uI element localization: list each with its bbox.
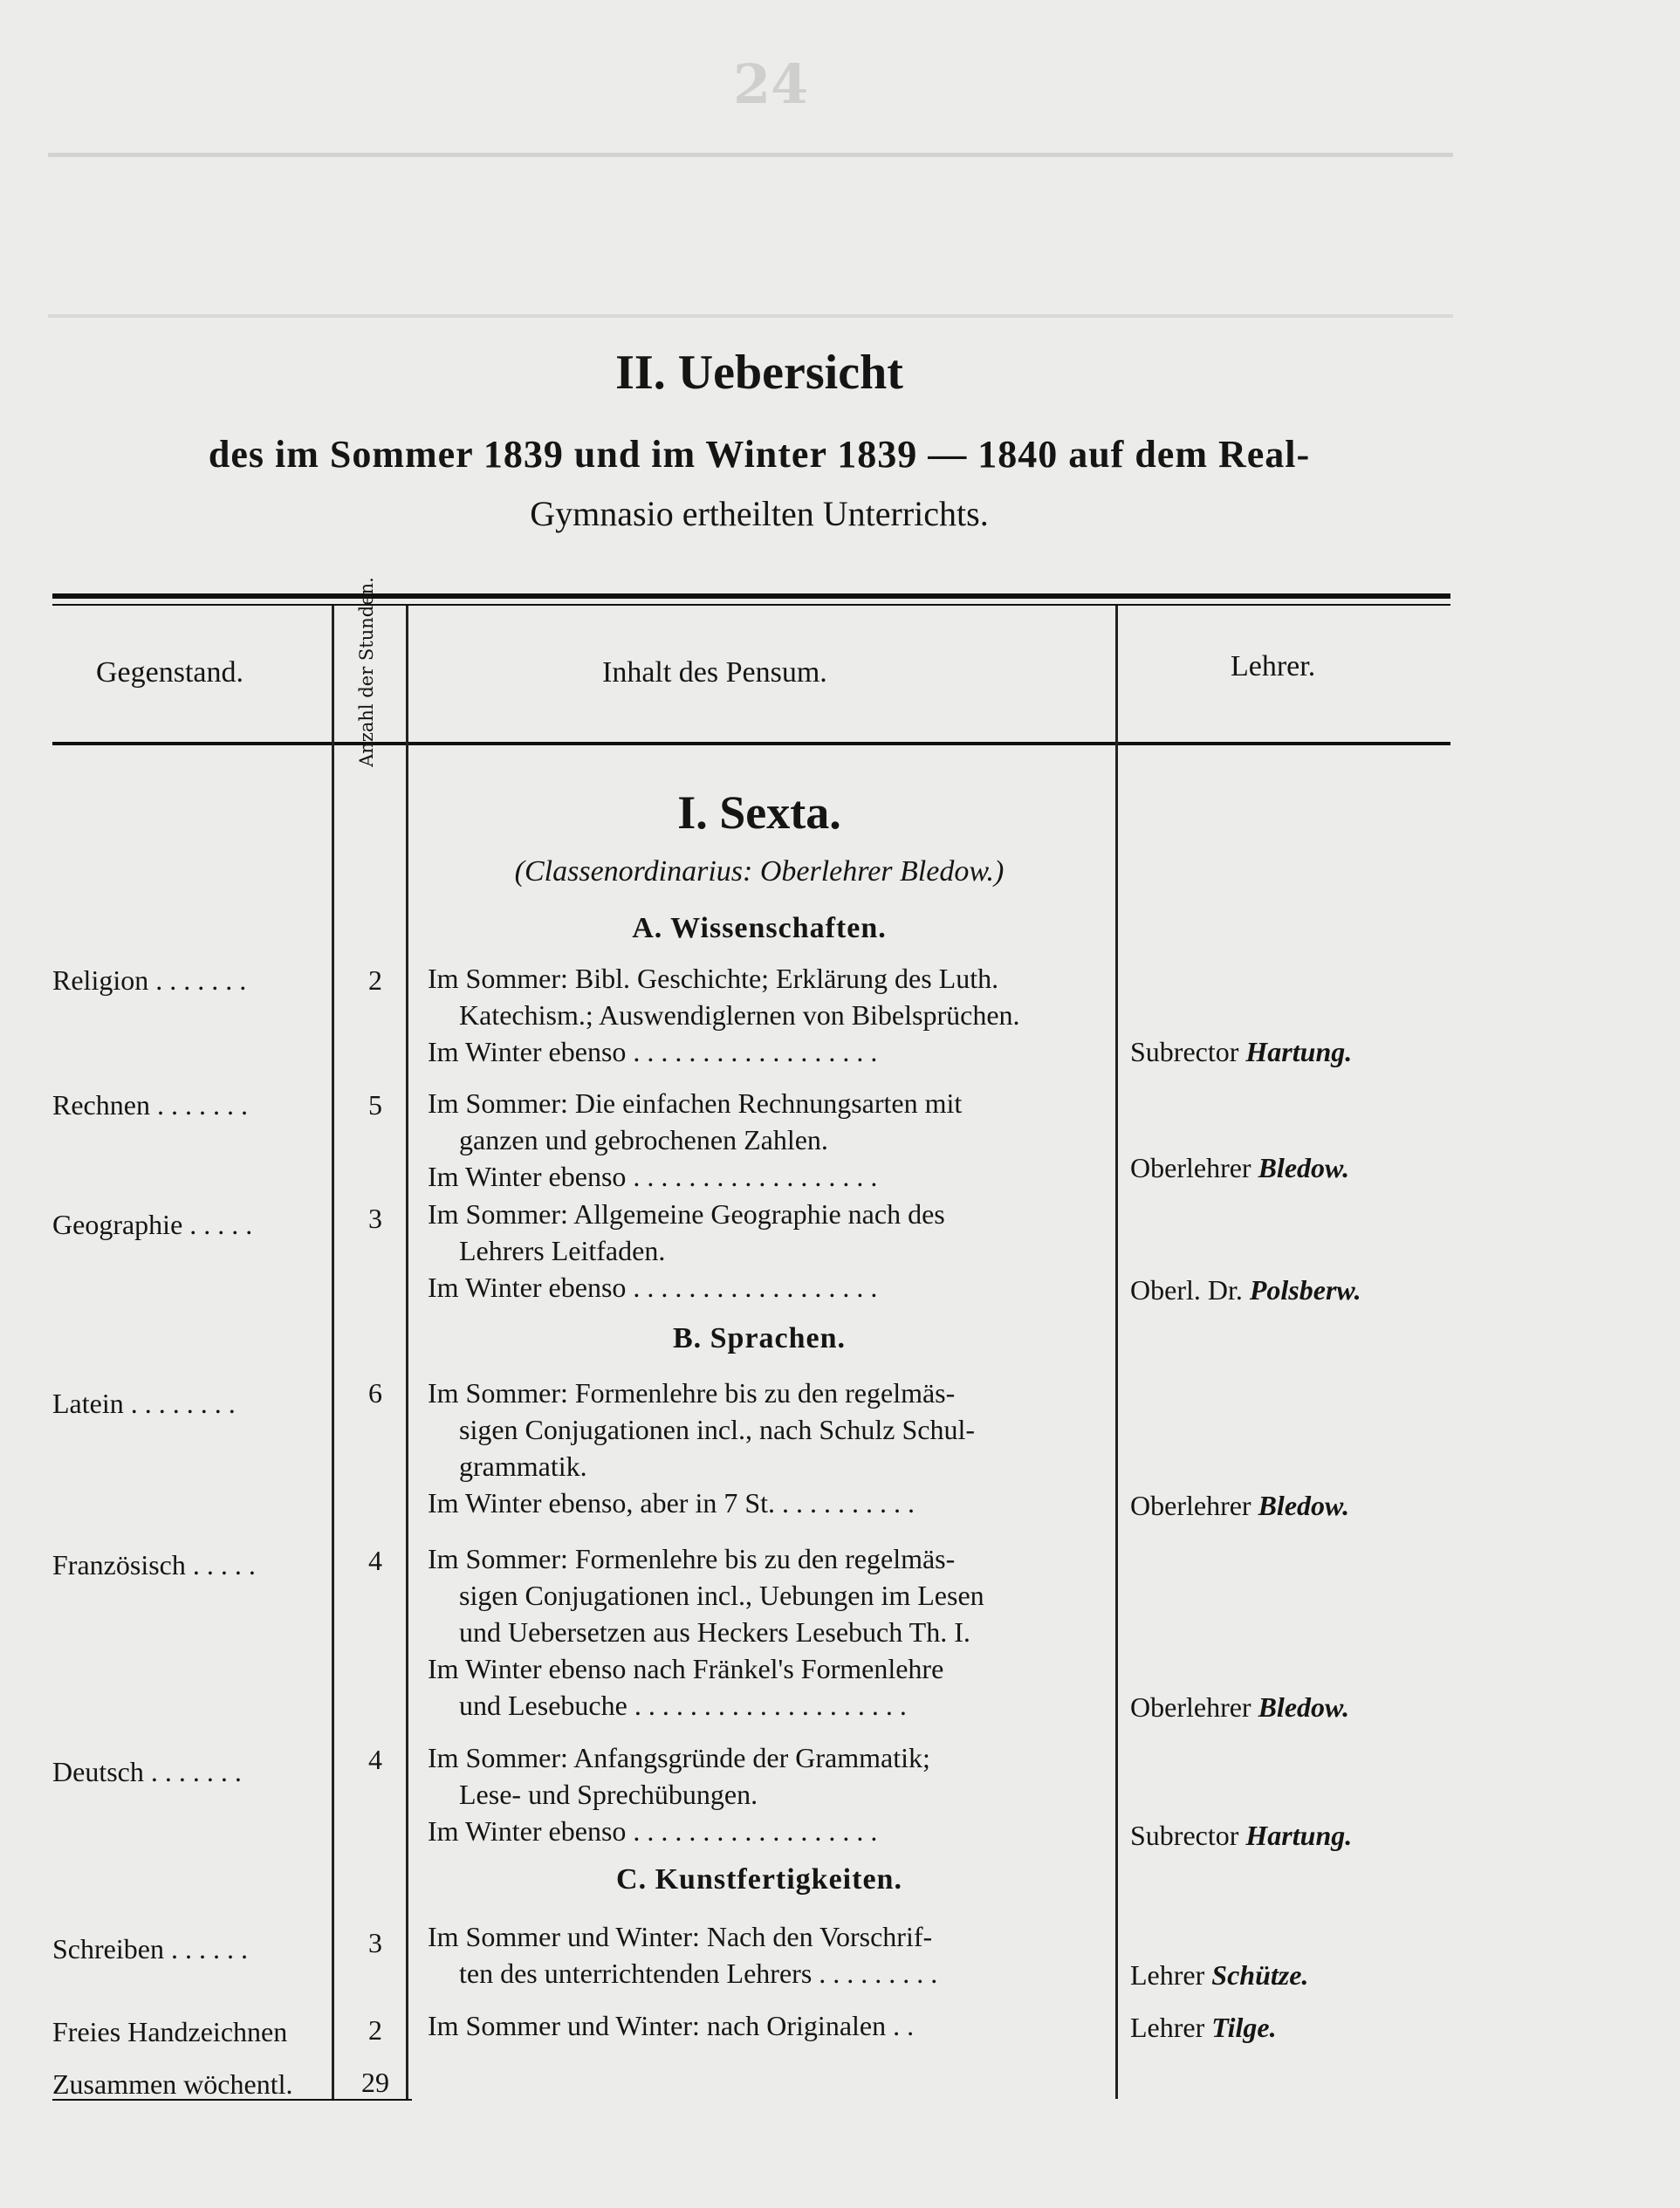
row-teacher [1130,1036,1462,1068]
title-line-3: Gymnasio ertheilten Unterrichts. [530,494,989,533]
teacher-title: Oberlehrer [1130,1490,1251,1521]
row-content [428,1739,1100,1849]
teacher-name: Hartung. [1245,1820,1353,1851]
row-subject: Rechnen . . . . . . . [52,1089,248,1121]
content-line: Im Sommer: Formenlehre bis zu den regelmäs- [428,1377,956,1409]
content-line: Im Sommer und Winter: Nach den Vorschrif- [428,1921,933,1952]
header-subject: Gegenstand. [96,656,244,689]
teacher-title: Lehrer [1130,2012,1205,2043]
row-content [428,1918,1100,1992]
content-line: Im Winter ebenso nach Fränkel's Formenlehre [428,1653,944,1684]
teacher-name: Schütze. [1211,1959,1309,1991]
teacher-name: Tilge. [1211,2012,1277,2043]
row-teacher [1130,1152,1462,1184]
row-hours: 3 [368,1203,382,1234]
content-line: und Uebersetzen aus Heckers Lesebuch Th. I. [459,1616,970,1648]
content-line: grammatik. [459,1450,587,1482]
content-line: Im Sommer: Anfangsgründe der Grammatik; [428,1742,930,1773]
teacher-name: Hartung. [1245,1036,1353,1067]
row-hours: 3 [368,1927,382,1958]
content-line: Im Winter ebenso . . . . . . . . . . . . . . . . . . [428,1815,878,1847]
teacher-title: Oberlehrer [1130,1691,1251,1723]
content-line: Im Sommer: Bibl. Geschichte; Erklärung des Luth. [428,963,999,994]
header-hours-text: Anzahl der Stunden. [356,577,378,767]
content-line: Im Sommer: Die einfachen Rechnungsarten mit [428,1087,963,1119]
content-line: Im Sommer: Allgemeine Geographie nach des [428,1198,945,1230]
row-subject: Französisch . . . . . [52,1549,256,1581]
bleed-through [48,153,1453,318]
row-hours: 5 [368,1089,382,1121]
total-label: Zusammen wöchentl. [52,2068,293,2100]
section-subtitle: (Classenordinarius: Oberlehrer Bledow.) [514,855,1005,888]
teacher-title: Lehrer [1130,1959,1205,1991]
bleed-page-number: 24 [733,52,809,116]
row-subject: Schreiben . . . . . . [52,1933,248,1965]
content-line: Lehrers Leitfaden. [459,1235,666,1266]
row-hours: 6 [368,1377,382,1409]
row-teacher [1130,2012,1462,2044]
row-subject: Deutsch . . . . . . . [52,1756,242,1787]
content-line: Katechism.; Auswendiglernen von Bibelsprüchen. [459,999,1020,1031]
content-line: sigen Conjugationen incl., nach Schulz Schul- [459,1414,975,1445]
row-subject: Freies Handzeichnen [52,2016,288,2047]
content-line: Im Winter ebenso, aber in 7 St. . . . . . . . . . . [428,1487,915,1519]
table-top-rule [52,593,1450,599]
row-teacher [1130,1691,1462,1724]
title-line-2: des im Sommer 1839 und im Winter 1839 — 1840 auf dem Real- [208,433,1311,476]
total-hours: 29 [361,2067,389,2098]
row-content [428,1196,1100,1306]
row-content [428,2007,1100,2044]
content-line: Im Winter ebenso . . . . . . . . . . . . . . . . . . [428,1036,878,1067]
row-teacher [1130,1274,1462,1306]
content-line: Lese- und Sprechübungen. [459,1779,758,1810]
content-line: und Lesebuche . . . . . . . . . . . . . . . . . . . . [459,1690,907,1721]
group-heading-c: C. Kunstfertigkeiten. [616,1863,902,1896]
row-subject: Geographie . . . . . [52,1209,253,1240]
group-heading-a: A. Wissenschaften. [632,912,887,944]
row-content [428,1540,1100,1724]
column-divider-1 [332,606,334,2099]
table-top-rule-thin [52,604,1450,606]
page-title: II. Uebersicht [615,346,903,400]
group-heading-b: B. Sprachen. [672,1322,847,1354]
row-teacher [1130,1959,1462,1992]
teacher-name: Bledow. [1258,1152,1350,1183]
teacher-name: Polsberw. [1249,1274,1361,1306]
teacher-name: Bledow. [1258,1490,1350,1521]
column-divider-3 [1115,606,1118,2099]
content-line: sigen Conjugationen incl., Uebungen im Lesen [459,1580,984,1611]
header-hours [332,577,401,767]
teacher-title: Subrector [1130,1036,1239,1067]
content-line: ganzen und gebrochenen Zahlen. [459,1124,828,1155]
row-hours: 2 [368,2014,382,2046]
header-teacher: Lehrer. [1231,650,1316,682]
content-line: ten des unterrichtenden Lehrers . . . . . . . . . [459,1958,938,1989]
content-line: Im Winter ebenso . . . . . . . . . . . . . . . . . . [428,1272,878,1303]
row-teacher [1130,1490,1462,1522]
row-subject: Religion . . . . . . . [52,964,247,996]
row-content [428,960,1100,1070]
header-content: Inhalt des Pensum. [602,656,827,689]
teacher-title: Oberlehrer [1130,1152,1251,1183]
teacher-name: Bledow. [1258,1691,1350,1723]
header-bottom-rule [52,742,1450,745]
row-content [428,1085,1100,1195]
teacher-title: Oberl. Dr. [1130,1274,1243,1306]
content-line: Im Winter ebenso . . . . . . . . . . . . . . . . . . [428,1161,878,1192]
row-teacher [1130,1820,1462,1852]
row-hours: 4 [368,1545,382,1576]
content-line: Im Sommer und Winter: nach Originalen . . [428,2010,915,2041]
section-title: I. Sexta. [677,786,841,839]
row-subject: Latein . . . . . . . . [52,1388,236,1419]
row-hours: 2 [368,964,382,996]
content-line: Im Sommer: Formenlehre bis zu den regelmäs- [428,1543,956,1574]
row-hours: 4 [368,1744,382,1775]
row-content [428,1375,1100,1521]
teacher-title: Subrector [1130,1820,1239,1851]
